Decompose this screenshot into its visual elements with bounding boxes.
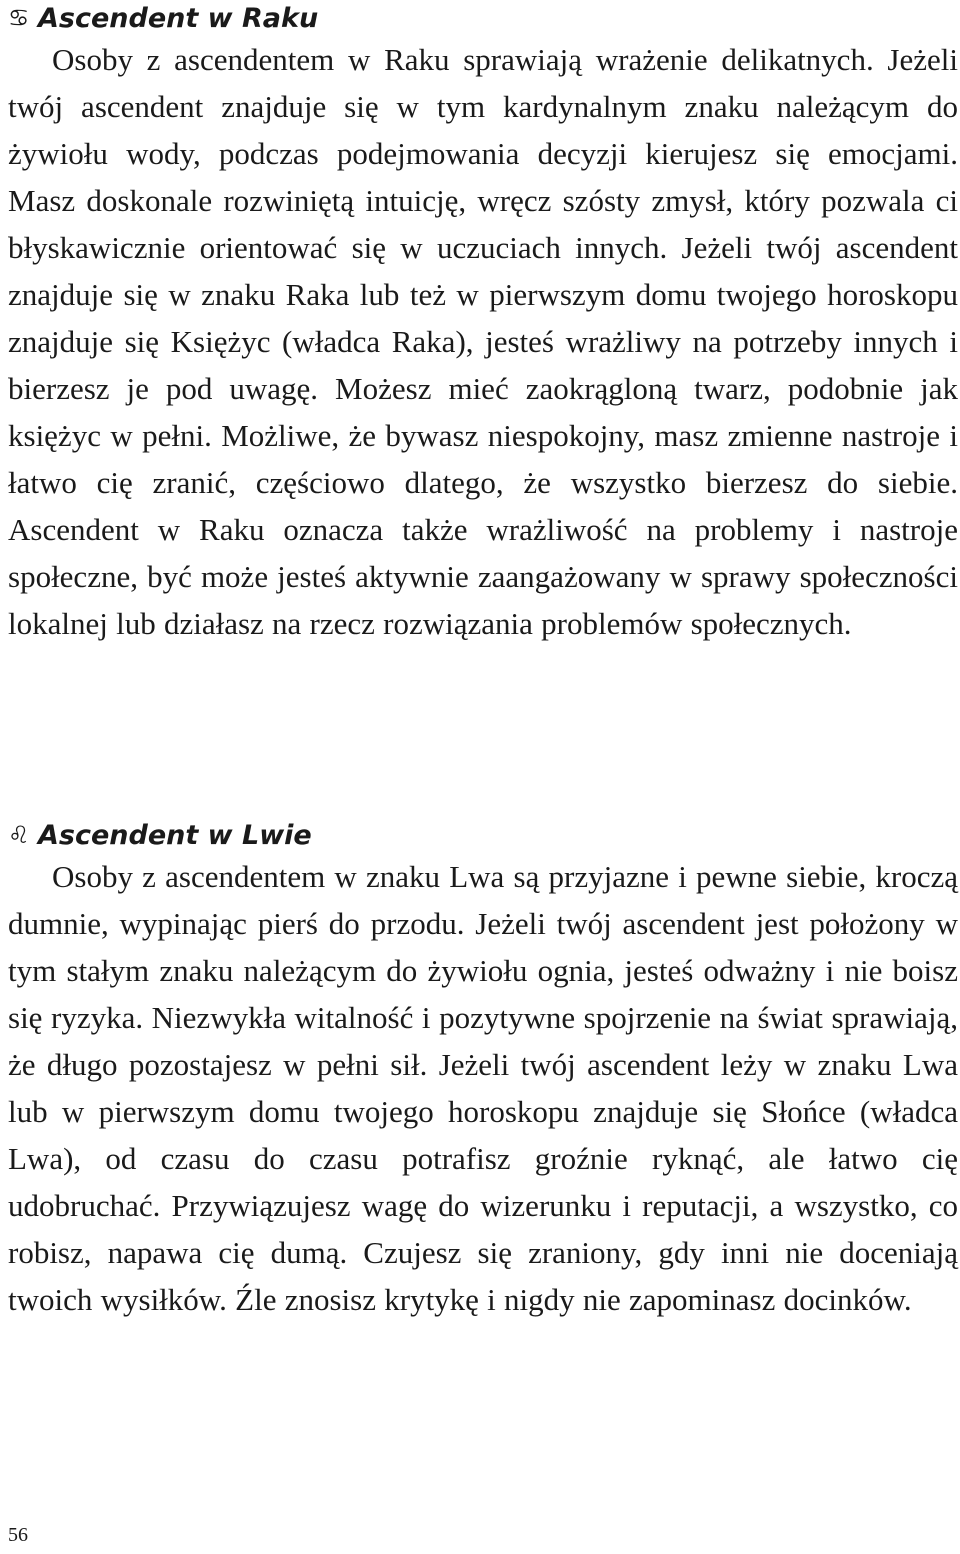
cancer-sign-icon: ♋ [8,4,30,32]
section-ascendant-leo [8,817,958,1323]
heading-text: Ascendent w Lwie [38,819,312,851]
section-ascendant-cancer [8,0,958,647]
section-paragraph: Osoby z ascendentem w znaku Lwa są przyjazne i pewne siebie, kroczą dumnie, wypinając pierś do przodu. Jeżeli twój ascendent jest położony w tym stałym znaku należącym do żywiołu ognia, jesteś odważny i nie boisz się ryzyka. Niezwykła witalność i pozytywne spojrzenie na świat sprawiają, że długo pozostajesz w pełni sił. Jeżeli twój ascendent leży w znaku Lwa lub w pierwszym domu twojego horoskopu znajduje się Słońce (władca Lwa), od czasu do czasu potrafisz groźnie ryknąć, ale łatwo cię udobruchać. Przywiązujesz wagę do wizerunku i reputacji, a wszystko, co robisz, napawa cię dumą. Czujesz się zraniony, gdy inni nie doceniają twoich wysiłków. Źle znosisz krytykę i nigdy nie zapominasz docinków. [8,859,958,1317]
heading-text: Ascendent w Raku [38,2,319,34]
section-heading [8,817,958,853]
page-number: 56 [8,1524,28,1546]
leo-sign-icon: ♌ [8,821,30,849]
section-paragraph: Osoby z ascendentem w Raku sprawiają wrażenie delikatnych. Jeżeli twój ascendent znajduje się w tym kardynalnym znaku należącym do żywiołu wody, podczas podejmowania decyzji kierujesz się emocjami. Masz doskonale rozwiniętą intuicję, wręcz szósty zmysł, który pozwala ci błyskawicznie orientować się w uczuciach innych. Jeżeli twój ascendent znajduje się w znaku Raka lub też w pierwszym domu twojego horoskopu znajduje się Księżyc (władca Raka), jesteś wrażliwy na potrzeby innych i bierzesz je pod uwagę. Możesz mieć zaokrągloną twarz, podobnie jak księżyc w pełni. Możliwe, że bywasz niespokojny, masz zmienne nastroje i łatwo cię zranić, częściowo dlatego, że wszystko bierzesz do siebie. Ascendent w Raku oznacza także wrażliwość na problemy i nastroje społeczne, być może jesteś aktywnie zaangażowany w sprawy społeczności lokalnej lub działasz na rzecz rozwiązania problemów społecznych. [8,42,958,641]
section-heading [8,0,958,36]
